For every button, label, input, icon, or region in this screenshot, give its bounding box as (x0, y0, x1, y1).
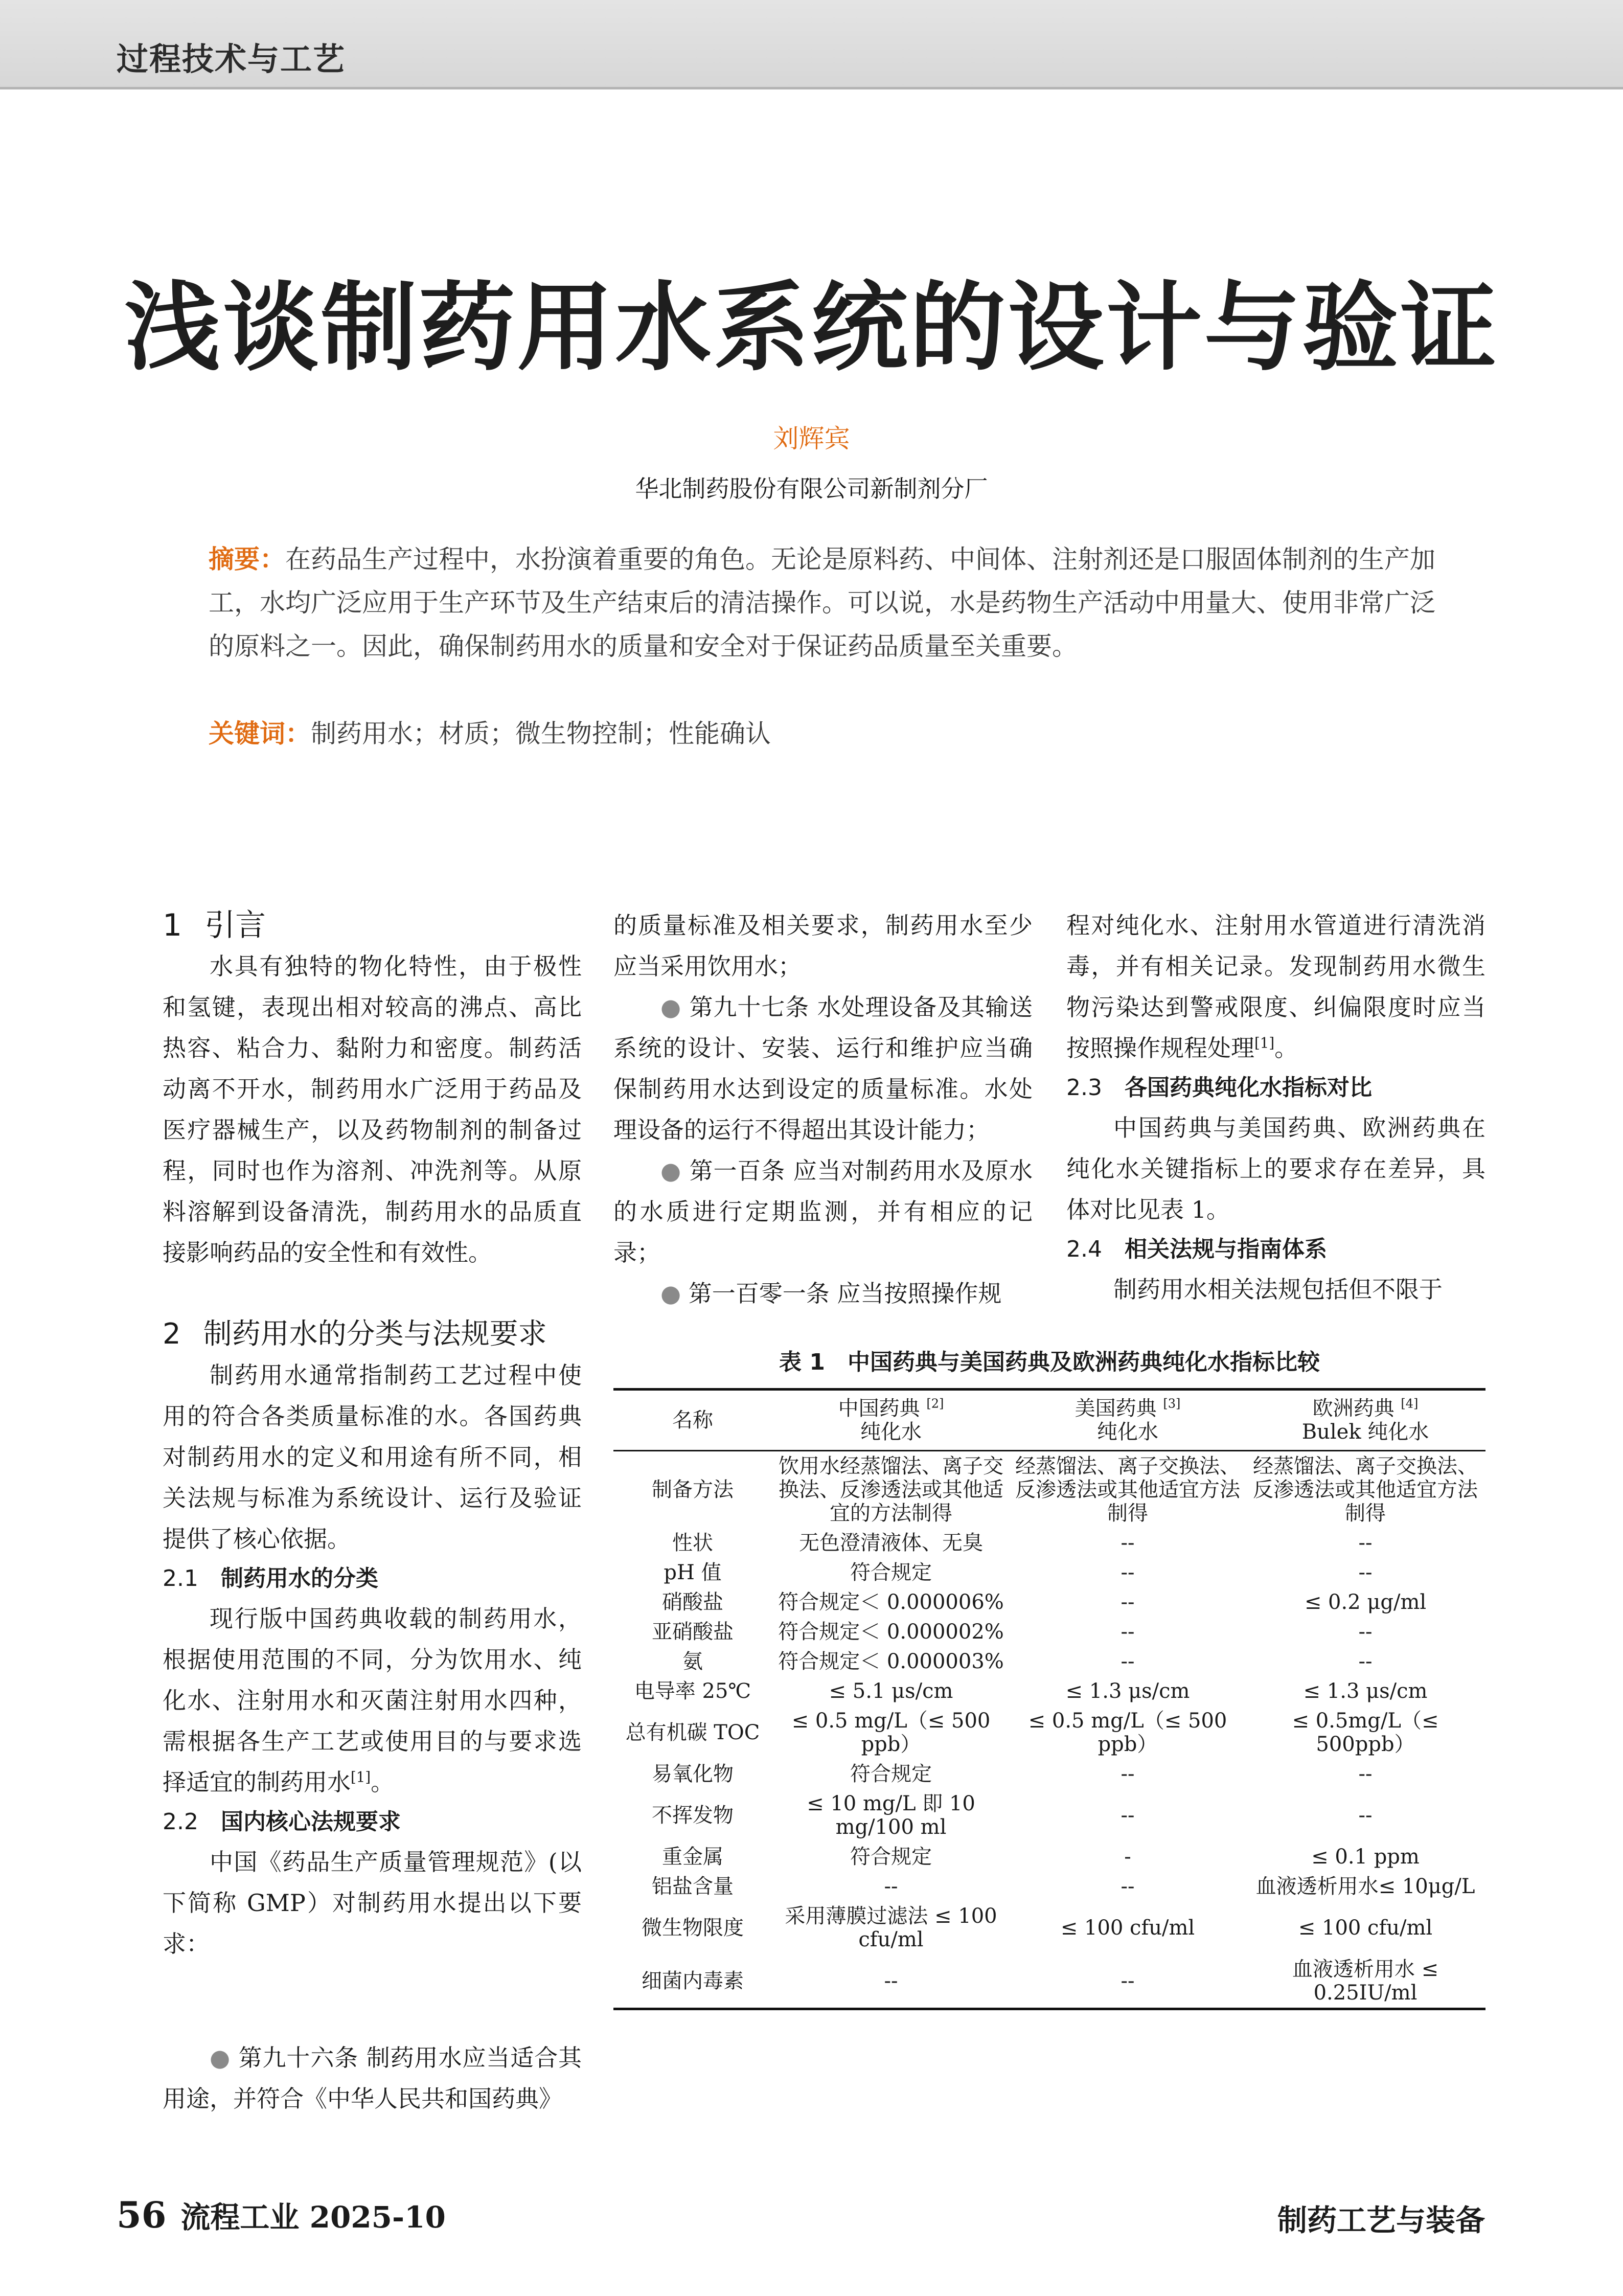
table-cell: -- (884, 1969, 898, 1993)
table-header-line: 纯化水 (1097, 1420, 1158, 1444)
table-cell: 铝盐含量 (652, 1875, 734, 1898)
keywords-label: 关键词： (209, 719, 311, 748)
table-cell: -- (1121, 1762, 1135, 1786)
keywords-text: 制药用水；材质；微生物控制；性能确认 (311, 719, 771, 748)
table-header-line: 中国药典 [2] (838, 1396, 944, 1420)
section-2-3-heading: 2.3 各国药典纯化水指标对比 (1066, 1075, 1372, 1101)
column-1-continued (163, 2037, 582, 2119)
table-cell: 氨 (682, 1650, 703, 1673)
section-2-1-heading: 2.1 制药用水的分类 (163, 1565, 378, 1592)
table-header-cell (772, 1390, 1010, 1451)
table-header-line: 欧洲药典 [4] (1312, 1396, 1419, 1420)
table-cell: ≤ 1.3 μs/cm (1303, 1679, 1428, 1703)
table-cell: 亚硝酸盐 (652, 1620, 734, 1644)
table-cell: 易氧化物 (652, 1762, 734, 1786)
table-cell: 符合规定 (850, 1845, 932, 1869)
column-2 (613, 905, 1033, 1314)
table-row (613, 1451, 1485, 1529)
table-cell: 制备方法 (652, 1478, 734, 1502)
header-bar (0, 0, 1623, 89)
table-cell: -- (1121, 1804, 1135, 1827)
affiliation: 华北制药股份有限公司新制剂分厂 (635, 475, 988, 503)
table-row (613, 1558, 1485, 1587)
citation-1: [1] (1254, 1034, 1275, 1052)
article-title: 浅谈制药用水系统的设计与验证 (124, 272, 1499, 384)
bullet-dot-icon: ● (660, 1157, 682, 1185)
section-2-paragraph: 制药用水通常指制药工艺过程中使用的符合各类质量标准的水。各国药典对制药用水的定义和用途有所不同，相关法规与标准为系统设计、运行及验证提供了核心依据。 (163, 1361, 582, 1553)
section-2-2-heading: 2.2 国内核心法规要求 (163, 1809, 401, 1835)
table-cell: -- (1358, 1561, 1373, 1584)
table-cell: 总有机碳 TOC (625, 1721, 760, 1744)
table-row (613, 1789, 1485, 1842)
author: 刘辉宾 (773, 424, 850, 453)
abstract-label: 摘要： (209, 544, 285, 574)
table-header-line: 名称 (672, 1408, 713, 1432)
table-cell: -- (1121, 1531, 1135, 1555)
table-cell: -- (884, 1875, 898, 1898)
table-cell: ≤ 0.2 μg/ml (1304, 1590, 1427, 1614)
table-cell: ≤ 100 cfu/ml (1298, 1916, 1433, 1940)
citation-marker: [4] (1401, 1396, 1419, 1411)
table-row (613, 1676, 1485, 1706)
section-2-4-heading: 2.4 相关法规与指南体系 (1066, 1236, 1327, 1262)
table-cell: 细菌内毒素 (642, 1969, 744, 1993)
bullet-dot-icon: ● (210, 2044, 231, 2072)
bullet-article-101-continued: 程对纯化水、注射用水管道进行清洗消毒，并有相关记录。发现制药用水微生物污染达到警戒限度、纠偏限度时应当按照操作规程处理[1]。 (1066, 912, 1485, 1062)
table-row (613, 1954, 1485, 2009)
bullet-article-101: ● 第一百零一条 应当按照操作规 (660, 1280, 1002, 1307)
table-cell: -- (1121, 1561, 1135, 1584)
table-cell: pH 值 (664, 1561, 722, 1584)
table-header-line: Bulek 纯化水 (1301, 1420, 1429, 1444)
bullet-dot-icon: ● (660, 993, 682, 1021)
section-2-heading: 2 制药用水的分类与法规要求 (163, 1317, 547, 1351)
table-row (613, 1617, 1485, 1647)
table-cell: 硝酸盐 (662, 1590, 723, 1614)
table-cell: ≤ 0.5 mg/L（≤ 500 ppb） (791, 1709, 991, 1756)
table-cell: 经蒸馏法、离子交换法、反渗透法或其他适宜方法制得 (1253, 1454, 1478, 1525)
citation-marker: [2] (926, 1396, 944, 1411)
table-cell: ≤ 10 mg/L 即 10 mg/100 ml (807, 1792, 975, 1839)
section-1-paragraph: 水具有独特的物化特性，由于极性和氢键，表现出相对较高的沸点、高比热容、粘合力、黏附力和密度。制药活动离不开水，制药用水广泛用于药品及医疗器械生产，以及药物制剂的制备过程，同时也作为溶剂、冲洗剂等。从原料溶解到设备清洗，制药用水的品质直接影响药品的安全性和有效性。 (163, 952, 582, 1266)
table-cell: -- (1121, 1620, 1135, 1644)
journal-issue: 流程工业 2025-10 (180, 2200, 446, 2235)
table-cell: ≤ 5.1 μs/cm (829, 1679, 953, 1703)
footer-column: 制药工艺与装备 (1277, 2203, 1485, 2238)
abstract-text: 在药品生产过程中，水扮演着重要的角色。无论是原料药、中间体、注射剂还是口服固体制剂的生产加工，水均广泛应用于生产环节及生产结束后的清洁操作。可以说，水是药物生产活动中用量大、使用非常广泛的原料之一。因此，确保制药用水的质量和安全对于保证药品质量至关重要。 (209, 544, 1435, 661)
comparison-table (613, 1388, 1485, 2010)
table-row (613, 1759, 1485, 1789)
table-cell: 符合规定＜ 0.000003% (778, 1650, 1004, 1673)
bullet-article-97: ● 第九十七条 水处理设备及其输送系统的设计、安装、运行和维护应当确保制药用水达到设定的质量标准。水处理设备的运行不得超出其设计能力； (613, 993, 1033, 1144)
table-cell: 不挥发物 (652, 1804, 734, 1827)
table-cell: 微生物限度 (642, 1916, 744, 1940)
table-cell: -- (1121, 1650, 1135, 1673)
table-row (613, 1647, 1485, 1676)
citation-marker: [3] (1163, 1396, 1181, 1411)
section-label: 过程技术与工艺 (117, 40, 346, 78)
table-cell: 重金属 (662, 1845, 723, 1869)
table-row (613, 1706, 1485, 1759)
table-row (613, 1587, 1485, 1617)
section-2-2-paragraph: 中国《药品生产质量管理规范》(以下简称 GMP）对制药用水提出以下要求： (163, 1848, 582, 1958)
table-cell: ≤ 0.5 mg/L（≤ 500 ppb） (1028, 1709, 1227, 1756)
page-number: 56 (117, 2194, 167, 2236)
table-cell: -- (1121, 1969, 1135, 1993)
table-cell: 性状 (672, 1531, 713, 1555)
table-cell: 血液透析用水≤ 10μg/L (1255, 1875, 1475, 1898)
bullet-article-96: ● 第九十六条 制药用水应当适合其用途，并符合《中华人民共和国药典》 (163, 2044, 582, 2112)
table-cell: -- (1358, 1762, 1373, 1786)
table-cell: 饮用水经蒸馏法、离子交换法、反渗透法或其他适宜的方法制得 (779, 1454, 1003, 1525)
table-header-cell (1245, 1390, 1485, 1451)
table-row (613, 1528, 1485, 1558)
table-header-cell (613, 1390, 772, 1451)
section-1-heading: 1 引言 (163, 907, 266, 943)
table-cell: 符合规定＜ 0.000006% (778, 1590, 1004, 1614)
table-cell: 符合规定＜ 0.000002% (778, 1620, 1004, 1644)
table-cell: 电导率 25℃ (634, 1679, 751, 1703)
table-cell: -- (1121, 1875, 1135, 1898)
table-cell: 符合规定 (850, 1561, 932, 1584)
table-cell: -- (1358, 1531, 1373, 1555)
section-2-3-paragraph: 中国药典与美国药典、欧洲药典在纯化水关键指标上的要求存在差异，具体对比见表 1。 (1066, 1114, 1485, 1223)
table-cell: ≤ 1.3 μs/cm (1065, 1679, 1190, 1703)
table-cell: 无色澄清液体、无臭 (799, 1531, 983, 1555)
bullet-article-96-continued: 的质量标准及相关要求，制药用水至少应当采用饮用水； (613, 912, 1033, 980)
bullet-dot-icon: ● (660, 1280, 681, 1307)
table-row (613, 1842, 1485, 1872)
table-cell: 血液透析用水 ≤ 0.25IU/ml (1292, 1958, 1439, 2005)
column-3 (1066, 905, 1485, 1310)
table-row (613, 1901, 1485, 1954)
section-2-1-paragraph: 现行版中国药典收载的制药用水，根据使用范围的不同，分为饮用水、纯化水、注射用水和灭菌注射用水四种，需根据各生产工艺或使用目的与要求选择适宜的制药用水[1]。 (163, 1605, 582, 1796)
table-cell: ≤ 0.1 ppm (1311, 1845, 1420, 1869)
abstract (209, 538, 1446, 668)
table-row (613, 1872, 1485, 1901)
footer-left (117, 2193, 446, 2236)
citation-1: [1] (351, 1768, 371, 1786)
table-cell: ≤ 0.5mg/L（≤ 500ppb） (1292, 1709, 1439, 1756)
column-1 (163, 905, 582, 1964)
table-header-cell (1010, 1390, 1245, 1451)
table-cell: ≤ 100 cfu/ml (1060, 1916, 1195, 1940)
table-cell: 经蒸馏法、离子交换法、反渗透法或其他适宜方法制得 (1015, 1454, 1240, 1525)
bullet-article-100: ● 第一百条 应当对制药用水及原水的水质进行定期监测，并有相应的记录； (613, 1157, 1033, 1266)
table-caption: 表 1 中国药典与美国药典及欧洲药典纯化水指标比较 (779, 1349, 1320, 1375)
table-cell: -- (1358, 1620, 1373, 1644)
table-header-line: 美国药典 [3] (1075, 1396, 1181, 1420)
table-cell: 采用薄膜过滤法 ≤ 100 cfu/ml (785, 1904, 997, 1951)
keywords (209, 713, 1446, 750)
table-cell: 符合规定 (850, 1762, 932, 1786)
section-2-4-paragraph: 制药用水相关法规包括但不限于 (1113, 1276, 1443, 1303)
table-header-row (613, 1390, 1485, 1451)
table-cell: - (1124, 1845, 1131, 1869)
table-cell: -- (1358, 1650, 1373, 1673)
table-cell: -- (1121, 1590, 1135, 1614)
table-header-line: 纯化水 (860, 1420, 922, 1444)
table-cell: -- (1358, 1804, 1373, 1827)
